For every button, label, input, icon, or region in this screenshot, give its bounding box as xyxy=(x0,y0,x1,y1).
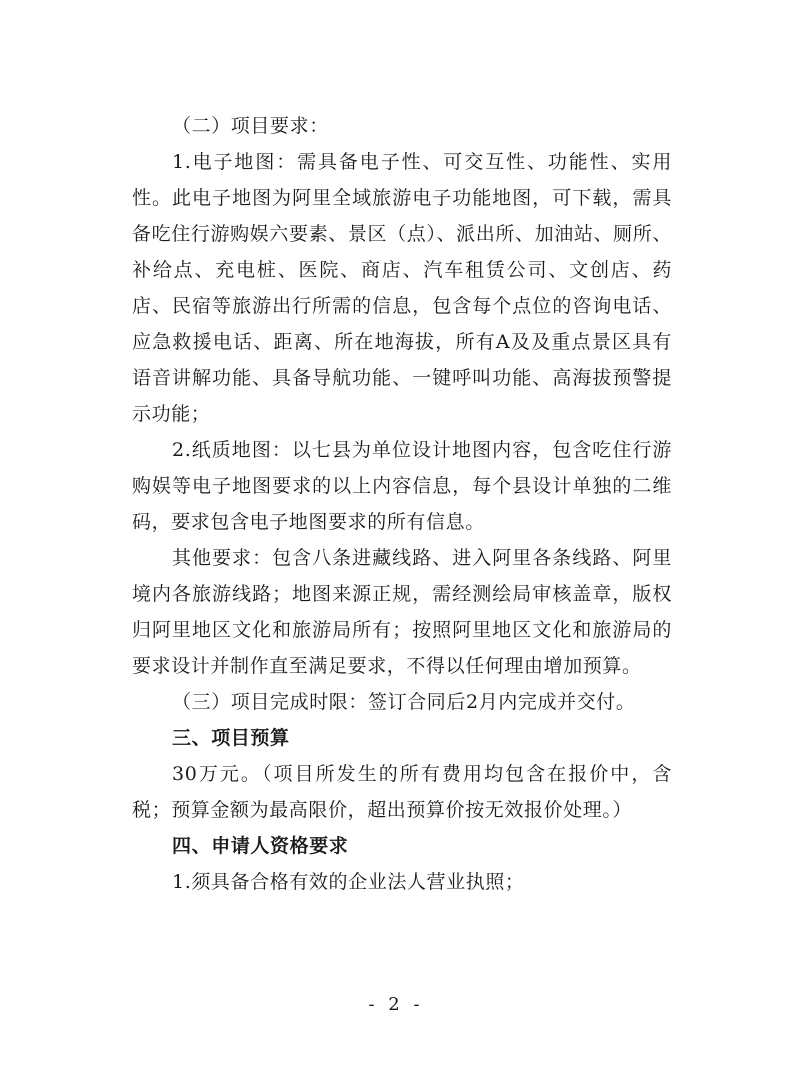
paragraph-electronic-map: 1.电子地图：需具备电子性、可交互性、功能性、实用性。此电子地图为阿里全域旅游电子功能地图，可下载，需具备吃住行游购娱六要素、景区（点）、派出所、加油站、厕所、补给点、充电桩、医院、商店、汽车租赁公司、文创店、药店、民宿等旅游出行所需的信息，包含每个点位的咨询电话、应急救援电话、距离、所在地海拔，所有A及及重点景区具有语音讲解功能、具备导航功能、一键呼叫功能、高海拔预警提示功能； xyxy=(132,151,672,425)
paragraph-business-license: 1.须具备合格有效的企业法人营业执照； xyxy=(172,871,525,893)
paragraph-paper-map: 2.纸质地图：以七县为单位设计地图内容，包含吃住行游购娱等电子地图要求的以上内容信息，每个县设计单独的二维码，要求包含电子地图要求的所有信息。 xyxy=(132,439,672,533)
paragraph-other-requirements: 其他要求：包含八条进藏线路、进入阿里各条线路、阿里境内各旅游线路；地图来源正规，需经测绘局审核盖章，版权归阿里地区文化和旅游局所有；按照阿里地区文化和旅游局的要求设计并制作直至满足要求，不得以任何理由增加预算。 xyxy=(132,547,672,677)
paragraph-completion-deadline: （三）项目完成时限：签订合同后2月内完成并交付。 xyxy=(172,691,636,713)
document-body xyxy=(132,108,672,900)
page-number: - 2 - xyxy=(368,994,424,1015)
paragraph-budget-amount: 30万元。（项目所发生的所有费用均包含在报价中，含税；预算金额为最高限价，超出预算价按无效报价处理。） xyxy=(132,763,672,821)
section-project-requirements: （二）项目要求： xyxy=(172,115,329,137)
heading-applicant-qualifications: 四、申请人资格要求 xyxy=(172,835,349,857)
heading-project-budget: 三、项目预算 xyxy=(172,727,290,749)
